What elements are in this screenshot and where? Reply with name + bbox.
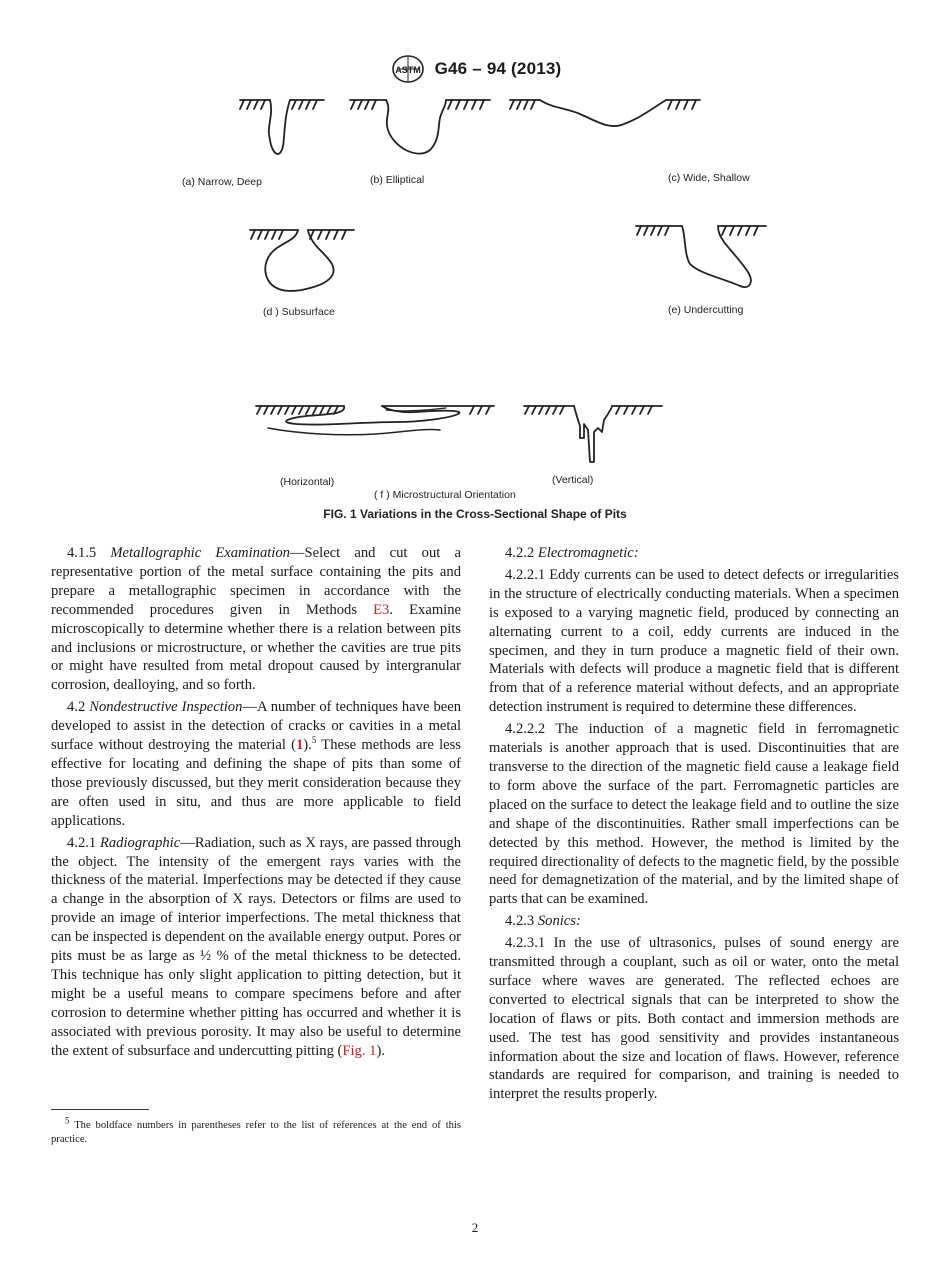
heading-sonics: Sonics: [537,913,581,930]
pit-vertical [524,406,662,462]
ref-link-1[interactable]: 1 [296,737,304,754]
label-f: ( f ) Microstructural Orientation [374,489,516,501]
pit-elliptical [350,100,490,154]
footnote: $^5$ The boldface numbers in parentheses refer to the list of references at the end of this practice. [51,1115,461,1145]
pit-narrow-deep [240,100,324,154]
pit-shapes-drawing [0,88,950,528]
paragraph-4-2-2-1: 4.2.2.1 Eddy currents can be used to detect defects or irregularities in the structure of electrically conducting materials. When a specimen is exposed to a varying magnetic field, produced by connecting an alternating current to a coil, eddy currents are induced in the specimen, and they in turn produce a magnetic field of their own. Materials with defects will produce a magnetic field that is different from that of a reference material without defects, and an appropriate detection instrument is required to determine these differences. [489,566,899,716]
ref-link-e3[interactable]: E3 [373,601,390,618]
standard-designation: G46 – 94 (2013) [434,59,562,78]
paragraph-4-2-3-1: 4.2.3.1 In the use of ultrasonics, pulses of sound energy are transmitted through a couplant, such as oil or water, onto the metal surface where waves are generated. The reflected echoes are converted to electrical signals that can be interpreted to show the location of flaws or pits. Both contact and immersion methods are used. The test has good sensitivity and provides instantaneous information about the size and location of flaws. However, reference standards are required for comparison, and training is needed to interpret the results properly. [489,935,899,1103]
pit-subsurface [250,230,354,291]
figure-caption: FIG. 1 Variations in the Cross-Sectional Shape of Pits [323,507,627,521]
paragraph-4-2-2-2: 4.2.2.2 The induction of a magnetic field in ferromagnetic materials is another approach that is used. Discontinuities that are transverse to the direction of the magnetic field cause a leakage field to form above the surface of the part. Ferromagnetic particles are placed on the surface to detect the leakage field and to outline the size and shape of the discontinuities. Rather small imperfections can be detected by this method. However, the method is limited by the required directionality of defects to the magnetic field, by the possible need for demagnetization of the material, and by the limited shape of parts that can be examined. [489,721,899,908]
label-e: (e) Undercutting [668,304,744,316]
paragraph-4-2-1: 4.2.1 Radiographic—Radiation, such as X rays, are passed through the object. The intensity of the emergent rays varies with the thickness of the material. Imperfections may be detected if they cause a change in the absorption of X rays. Detectors or films are used to provide an image of interior imperfections. The metal thickness that can be inspected is dependent on the available energy output. Pores or pits must be as large as ½ % of the metal thickness to be detected. This technique has only slight application to pitting detection, but it might be a useful means to compare specimens before and after corrosion to determine whether pitting has occurred and whether it is associated with previous porosity. It may also be useful to determine the extent of subsurface and undercutting pitting (Fig. 1). [51,834,461,1059]
pit-wide-shallow [510,100,700,126]
heading-radiographic: Radiographic [99,834,181,851]
label-horizontal: (Horizontal) [280,476,335,488]
astm-logo-icon [389,53,427,85]
ref-link-fig1[interactable]: Fig. 1 [342,1042,377,1059]
pit-horizontal [256,406,494,435]
footnote-marker: 5 [311,735,317,746]
left-column [51,544,461,1063]
svg-text:ASTM: ASTM [394,65,421,75]
page-header [0,52,950,86]
label-vertical: (Vertical) [552,474,594,486]
paragraph-4-2: 4.2 Nondestructive Inspection—A number of techniques have been developed to assist in the detection of cracks or cavities in a metal surface without destroying the material (1).$^5$ These methods are less effective for locating and defining the shape of pits than some of those previously discussed, but they merit consideration because they are often used in situ, and thus are more applicable to field applications. [51,699,462,829]
figure-1 [0,88,950,528]
label-a: (a) Narrow, Deep [182,176,262,188]
label-b: (b) Elliptical [370,174,425,186]
label-d: (d ) Subsurface [263,306,335,318]
paragraph-4-2-2: 4.2.2 Electromagnetic: [505,545,639,561]
heading-electromagnetic: Electromagnetic: [537,545,639,561]
heading-metallographic: Metallographic Examination [110,545,290,561]
right-column [489,544,899,1107]
pit-undercutting [636,226,766,287]
label-c: (c) Wide, Shallow [668,172,750,184]
paragraph-4-2-3: 4.2.3 Sonics: [505,913,581,930]
page-number: 2 [471,1220,479,1235]
paragraph-4-1-5: 4.1.5 Metallographic Examination—Select and cut out a representative portion of the metal surface containing the pits and prepare a metallographic specimen in accordance with the recommended procedures given in Methods E3. Examine microscopically to determine whether there is a relation between pits and inclusions or microstructure, or whether the cavities are true pits or might have resulted from metal dropout caused by intergranular corrosion, dealloying, and so forth. [51,545,461,694]
heading-nondestructive: Nondestructive Inspection [89,699,243,716]
footnote-divider [51,1109,149,1110]
